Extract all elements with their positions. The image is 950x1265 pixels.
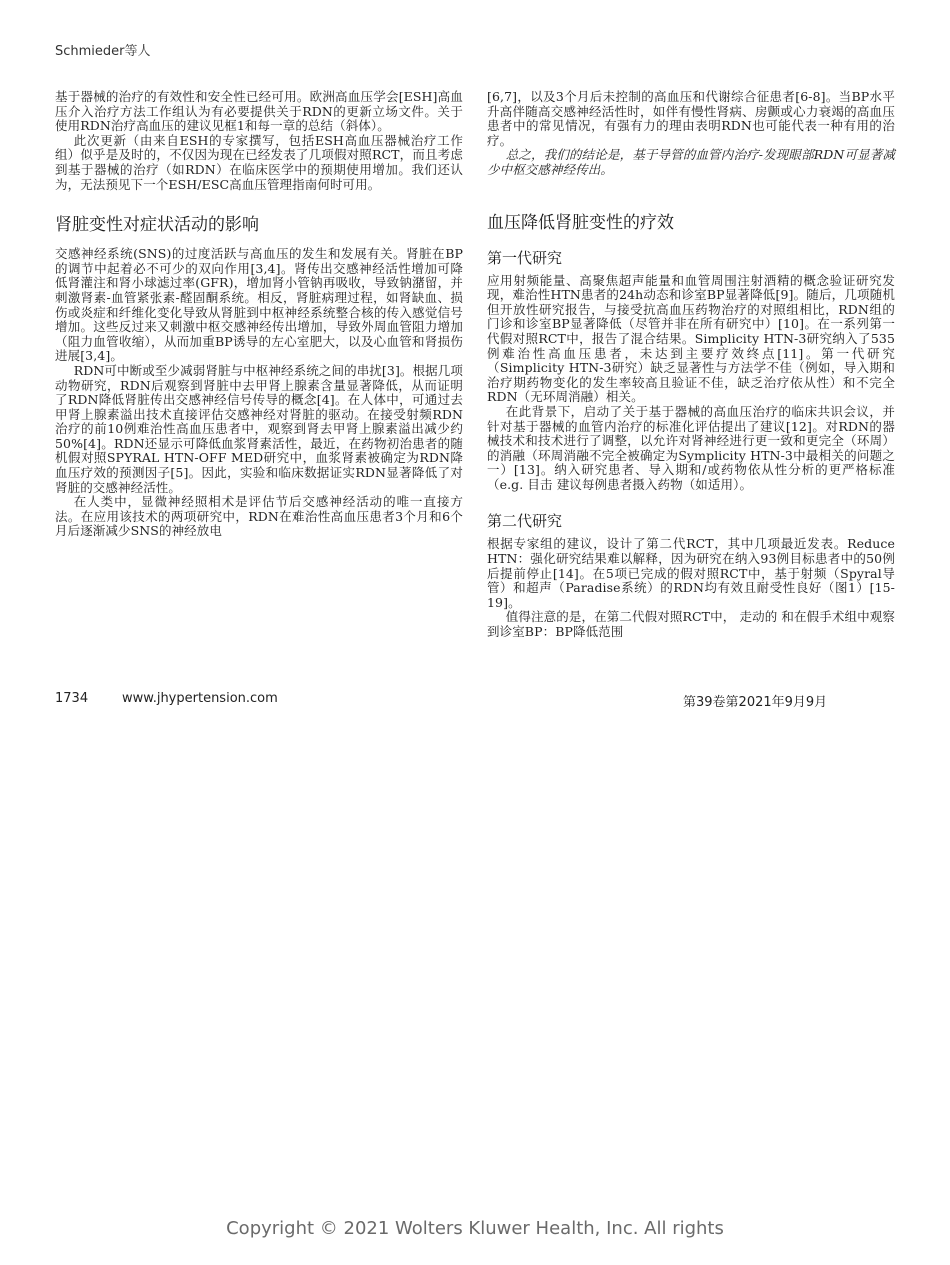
- right-column: [487, 90, 895, 640]
- section-heading-bp-lowering-efficacy: 血压降低肾脏变性的疗效: [487, 212, 674, 233]
- body-paragraph: 在人类中，显微神经照相术是评估节后交感神经活动的唯一直接方法。在应用该技术的两项研究中，RDN在难治性高血压患者3个月和6个月后逐渐减少SNS的神经放电: [55, 494, 463, 539]
- subheading-first-generation: 第一代研究: [487, 248, 563, 267]
- footer-page-number: 1734: [55, 691, 89, 706]
- intro-paragraph-1: 基于器械的治疗的有效性和安全性已经可用。欧洲高血压学会[ESH]高血压介入治疗方法工作组认为有必要提供关于RDN的更新立场文件。关于使用RDN治疗高血压的建议见框1和每一章的总结（斜体）。: [55, 89, 463, 134]
- section-heading-renal-denervation-effect: 肾脏变性对症状活动的影响: [55, 215, 259, 236]
- continued-paragraph: [6,7]，以及3个月后未控制的高血压和代谢综合征患者[6-8]。当BP水平升高伴随高交感神经活性时，如伴有慢性肾病、房颤或心力衰竭的高血压患者中的常见情况，有强有力的理由表明RDN也可能代表一种有用的治疗。: [487, 89, 895, 148]
- body-paragraph: RDN可中断或至少减弱肾脏与中枢神经系统之间的串扰[3]。根据几项动物研究，RDN后观察到肾脏中去甲肾上腺素含量显著降低，从而证明了RDN降低肾脏传出交感神经信号传导的概念[4]。在人体中，可通过去甲肾上腺素溢出技术直接评估交感神经对肾脏的驱动。在接受射频RDN治疗的前10例难治性高血压患者中，观察到肾去甲肾上腺素溢出减少约50%[4]。RDN还显示可降低血浆肾素活性，最近，在药物初治患者的随机假对照SPYRAL HTN-OFF MED研究中，血浆肾素被确定为RDN降血压疗效的预测因子[5]。因此，实验和临床数据证实RDN显著降低了对肾脏的交感神经活性。: [55, 362, 463, 495]
- body-paragraph: 根据专家组的建议，设计了第二代RCT，其中几项最近发表。Reduce HTN：强化研究结果难以解释，因为研究在纳入93例目标患者中的50例后提前停止[14]。在5项已完成的假对照RCT中，基于射频（Spyral导管）和超声（Paradise系统）的RDN均有效且耐受性良好（图1）[15-19]。: [487, 536, 895, 610]
- footer-website-link[interactable]: www.jhypertension.com: [122, 691, 278, 706]
- copyright-notice: Copyright © 2021 Wolters Kluwer Health, Inc. All rights: [226, 1218, 724, 1239]
- summary-italic: 总之，我们的结论是，基于导管的血管内治疗-发现眼部RDN可显著减少中枢交感神经传出。: [487, 147, 895, 177]
- body-paragraph: 在此背景下，启动了关于基于器械的高血压治疗的临床共识会议，并针对基于器械的血管内治疗的标准化评估提出了建议[12]。对RDN的器械技术和技术进行了调整，以允许对肾神经进行更一致和更完全（环周）的消融（环周消融不完全被确定为Symplicity HTN-3中最相关的问题之一）[13]。纳入研究患者、导入期和/或药物依从性分析的更严格标准 （e.g. 目击 建议每例患者摄入药物（如适用）。: [487, 403, 895, 492]
- body-paragraph: 值得注意的是，在第二代假对照RCT中， 走动的 和在假手术组中观察到诊室BP：BP降低范围: [487, 609, 895, 640]
- running-head: Schmieder等人: [55, 44, 151, 59]
- footer-volume-info: 第39卷第2021年9月9月: [683, 695, 828, 710]
- intro-paragraph-2: 此次更新（由来自ESH的专家撰写，包括ESH高血压器械治疗工作组）似乎是及时的，不仅因为现在已经发表了几项假对照RCT，而且考虑到基于器械的治疗（如RDN）在临床医学中的预期使用增加。我们还认为，无法预见下一个ESH/ESC高血压管理指南何时可用。: [55, 132, 463, 192]
- left-column: [55, 90, 463, 539]
- subheading-second-generation: 第二代研究: [487, 512, 563, 531]
- body-paragraph: 交感神经系统(SNS)的过度活跃与高血压的发生和发展有关。肾脏在BP的调节中起着必不可少的双向作用[3,4]。肾传出交感神经活性增加可降低肾灌注和肾小球滤过率(GFR)，增加肾小管钠再吸收，导致钠潴留，并刺激肾素-血管紧张素-醛固酮系统。相反，肾脏病理过程，如肾缺血、损伤或炎症和纤维化变化导致从肾脏到中枢神经系统整合核的传入感觉信号增加。这些反过来又刺激中枢交感神经传出增加，导致外周血管阻力增加（阻力血管收缩），从而加重BP诱导的左心室肥大，以及心血管和肾损伤进展[3,4]。: [55, 246, 463, 364]
- body-paragraph: 应用射频能量、高聚焦超声能量和血管周围注射酒精的概念验证研究发现，难治性HTN患者的24h动态和诊室BP显著降低[9]。随后，几项随机但开放性研究报告，与接受抗高血压药物治疗的对照组相比，RDN组的门诊和诊室BP显著降低（尽管并非在所有研究中）[10]。在一系列第一代假对照RCT中，报告了混合结果。Simplicity HTN-3研究纳入了535例难治性高血压患者，未达到主要疗效终点[11]。第一代研究（Simplicity HTN-3研究）缺乏显著性与方法学不佳（例如，导入期和治疗期药物变化的发生率较高且验证不佳，缺乏治疗依从性）和不完全RDN（无环周消融）相关。: [487, 272, 895, 405]
